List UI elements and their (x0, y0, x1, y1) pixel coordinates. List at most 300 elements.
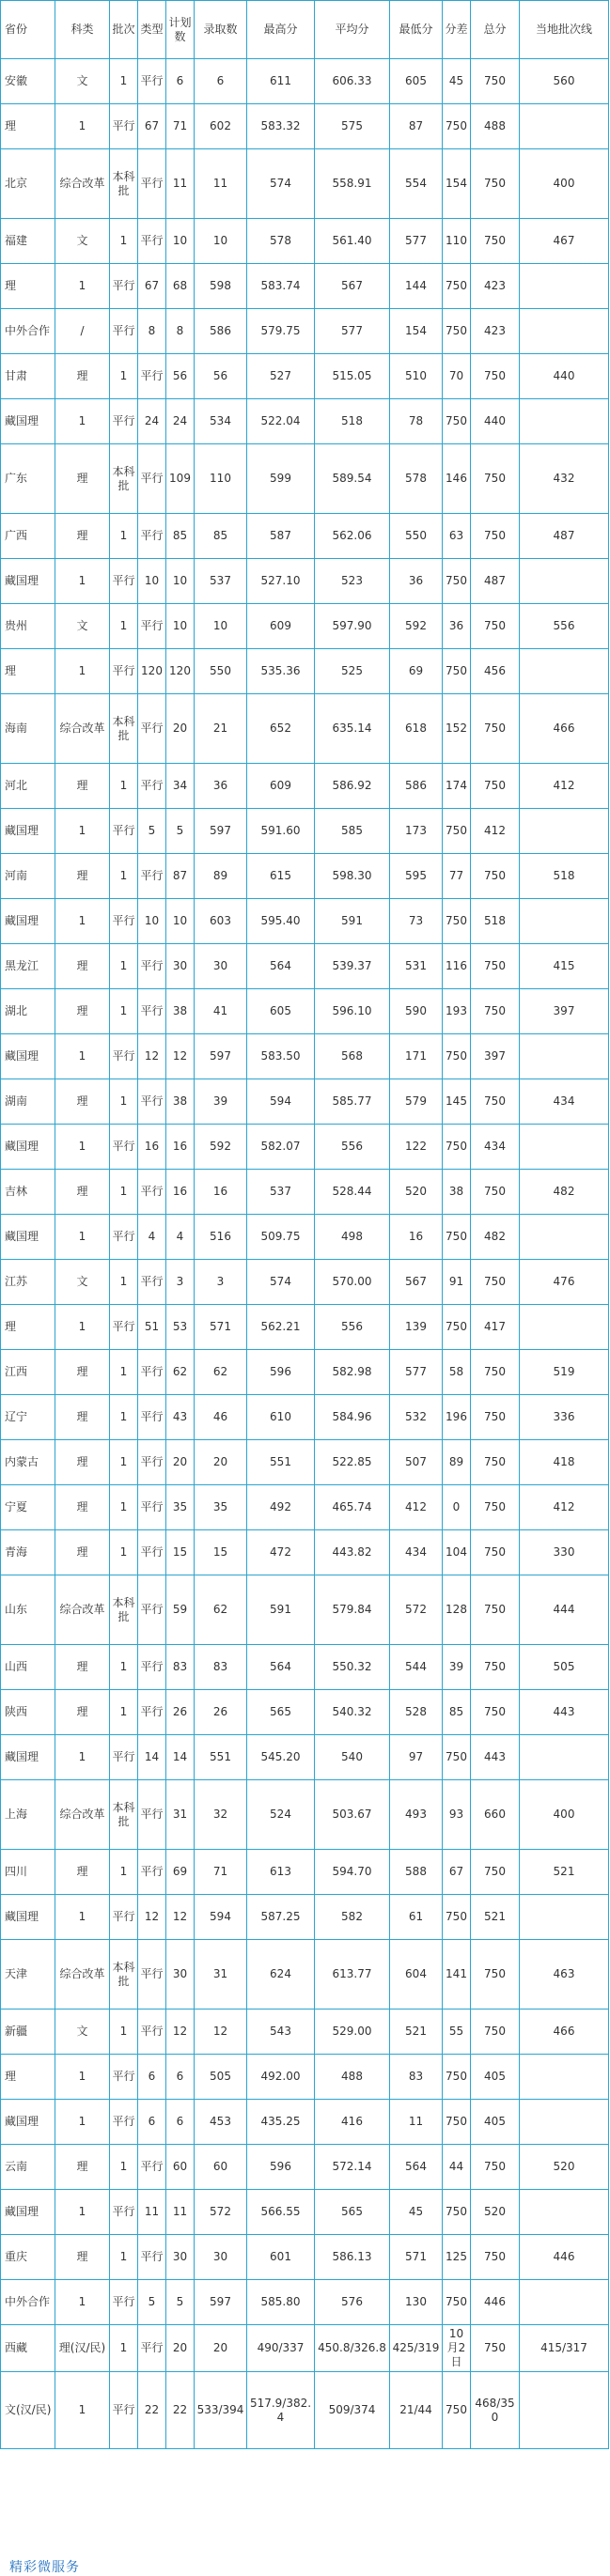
table-cell: 44 (443, 2145, 471, 2190)
table-cell: 平行 (138, 1645, 166, 1690)
table-cell: 750 (443, 559, 471, 604)
table-cell (520, 1735, 609, 1780)
table-cell: 1 (110, 219, 138, 264)
table-cell: 1 (110, 59, 138, 104)
table-cell: 750 (443, 1215, 471, 1260)
table-cell: 山西 (1, 1645, 55, 1690)
table-cell (520, 2190, 609, 2235)
table-cell: 39 (443, 1645, 471, 1690)
table-cell: 黑龙江 (1, 944, 55, 989)
table-cell: 604 (390, 1940, 443, 2010)
table-cell: 146 (443, 444, 471, 514)
table-cell: 482 (520, 1170, 609, 1215)
table-cell: 73 (390, 899, 443, 944)
table-row (1, 694, 609, 764)
table-cell: 理 (55, 1395, 110, 1440)
table-cell: 750 (443, 2055, 471, 2100)
table-cell: 515.05 (315, 354, 390, 399)
table-cell: 336 (520, 1395, 609, 1440)
table-cell: 83 (390, 2055, 443, 2100)
table-row (1, 649, 609, 694)
table-cell: 750 (443, 899, 471, 944)
table-cell: 1 (55, 649, 110, 694)
table-cell: 566.55 (247, 2190, 315, 2235)
table-cell: 16 (390, 1215, 443, 1260)
table-cell: 20 (166, 694, 195, 764)
table-row (1, 399, 609, 444)
table-cell: 450.8/326.8 (315, 2325, 390, 2372)
table-row (1, 2010, 609, 2055)
table-cell: 125 (443, 2235, 471, 2280)
table-cell: 1 (110, 514, 138, 559)
table-cell: 21/44 (390, 2372, 443, 2449)
table-cell: 0 (443, 1485, 471, 1530)
table-cell: 平行 (138, 1485, 166, 1530)
table-row (1, 1260, 609, 1305)
table-cell: 466 (520, 2010, 609, 2055)
table-cell: 405 (471, 2100, 520, 2145)
table-cell: 30 (166, 1940, 195, 2010)
table-cell: 463 (520, 1940, 609, 2010)
table-cell: 589.54 (315, 444, 390, 514)
table-cell: 750 (471, 1079, 520, 1125)
table-cell: 67 (138, 104, 166, 149)
table-cell (520, 559, 609, 604)
table-cell: 128 (443, 1575, 471, 1645)
table-cell: 571 (390, 2235, 443, 2280)
table-cell: 533/394 (195, 2372, 247, 2449)
table-cell: 609 (247, 604, 315, 649)
table-cell: 1 (55, 2372, 110, 2449)
table-cell: 456 (471, 649, 520, 694)
table-cell (520, 264, 609, 309)
table-cell: 20 (195, 1440, 247, 1485)
table-cell: 591 (247, 1575, 315, 1645)
table-cell: 412 (390, 1485, 443, 1530)
table-cell: 理 (55, 1690, 110, 1735)
table-cell: 文 (55, 219, 110, 264)
table-cell: 423 (471, 264, 520, 309)
table-cell: 1 (110, 2145, 138, 2190)
table-cell: 文 (55, 59, 110, 104)
table-cell: 585.80 (247, 2280, 315, 2325)
table-row (1, 989, 609, 1034)
table-cell: 56 (195, 354, 247, 399)
table-cell: 1 (110, 944, 138, 989)
table-cell: 575 (315, 104, 390, 149)
table-cell: 750 (443, 2372, 471, 2449)
table-cell: 93 (443, 1780, 471, 1850)
table-cell: 574 (247, 1260, 315, 1305)
table-cell: 572 (390, 1575, 443, 1645)
table-cell: 藏国理 (1, 1735, 55, 1780)
table-cell: 文 (55, 604, 110, 649)
table-cell: 45 (390, 2190, 443, 2235)
table-cell: 537 (247, 1170, 315, 1215)
table-cell: 565 (247, 1690, 315, 1735)
table-cell: 平行 (110, 264, 138, 309)
table-cell: 550.32 (315, 1645, 390, 1690)
table-cell: 综合改革 (55, 1940, 110, 2010)
table-cell: 591.60 (247, 809, 315, 854)
table-cell: 1 (110, 2010, 138, 2055)
table-cell: 1 (110, 1350, 138, 1395)
table-row (1, 1780, 609, 1850)
table-cell: 39 (195, 1079, 247, 1125)
table-cell: 藏国理 (1, 1895, 55, 1940)
table-cell: 藏国理 (1, 899, 55, 944)
table-cell: 154 (443, 149, 471, 219)
table-cell: 湖北 (1, 989, 55, 1034)
table-cell: 本科批 (110, 1940, 138, 2010)
table-row (1, 1350, 609, 1395)
table-cell: 12 (138, 1034, 166, 1079)
table-cell: 750 (471, 219, 520, 264)
table-cell: 597 (195, 1034, 247, 1079)
table-cell: 平行 (110, 2280, 138, 2325)
table-cell: 543 (247, 2010, 315, 2055)
table-cell: 171 (390, 1034, 443, 1079)
table-cell: 中外合作 (1, 2280, 55, 2325)
table-cell: 理 (55, 1079, 110, 1125)
table-row (1, 944, 609, 989)
table-cell: 562.06 (315, 514, 390, 559)
table-cell: 598 (195, 264, 247, 309)
table-cell: 528 (390, 1690, 443, 1735)
table-cell: 62 (195, 1350, 247, 1395)
table-cell: 588 (390, 1850, 443, 1895)
table-cell: 520 (390, 1170, 443, 1215)
table-cell: 30 (195, 2235, 247, 2280)
table-cell: 1 (55, 1735, 110, 1780)
table-cell: 平行 (110, 2372, 138, 2449)
table-cell: 585 (315, 809, 390, 854)
table-cell: 750 (471, 944, 520, 989)
table-row (1, 854, 609, 899)
table-cell: 平行 (138, 59, 166, 104)
table-cell: 上海 (1, 1780, 55, 1850)
table-row (1, 444, 609, 514)
table-cell: 平行 (138, 694, 166, 764)
table-cell: 750 (471, 764, 520, 809)
table-cell: 562.21 (247, 1305, 315, 1350)
table-cell: 468/350 (471, 2372, 520, 2449)
table-cell: 1 (55, 1215, 110, 1260)
table-cell: 综合改革 (55, 694, 110, 764)
table-cell: 750 (443, 2280, 471, 2325)
table-cell: 平行 (138, 1260, 166, 1305)
table-row (1, 1305, 609, 1350)
table-cell: 宁夏 (1, 1485, 55, 1530)
table-cell: 31 (166, 1780, 195, 1850)
table-cell: 595 (390, 854, 443, 899)
table-cell: 120 (138, 649, 166, 694)
table-cell: 平行 (138, 1440, 166, 1485)
table-cell: 16 (195, 1170, 247, 1215)
table-cell: 平行 (138, 944, 166, 989)
table-cell: 91 (443, 1260, 471, 1305)
table-cell: 1 (55, 264, 110, 309)
table-cell: 551 (195, 1735, 247, 1780)
table-cell: 520 (471, 2190, 520, 2235)
table-cell: 750 (443, 264, 471, 309)
table-cell: 492.00 (247, 2055, 315, 2100)
table-cell: 750 (471, 1850, 520, 1895)
table-cell: 平行 (138, 1575, 166, 1645)
table-cell: 平行 (138, 149, 166, 219)
table-cell: 85 (166, 514, 195, 559)
table-cell: 750 (471, 2325, 520, 2372)
table-cell: 20 (195, 2325, 247, 2372)
table-cell: 432 (520, 444, 609, 514)
table-cell: 8 (166, 309, 195, 354)
table-row (1, 559, 609, 604)
table-cell: 理 (55, 1485, 110, 1530)
table-row (1, 1850, 609, 1895)
table-cell (520, 309, 609, 354)
table-cell: 572.14 (315, 2145, 390, 2190)
table-row (1, 1895, 609, 1940)
table-cell: 583.74 (247, 264, 315, 309)
table-cell: 41 (195, 989, 247, 1034)
table-cell: 1 (55, 1895, 110, 1940)
table-row (1, 309, 609, 354)
table-cell: 文 (55, 2010, 110, 2055)
table-cell: 466 (520, 694, 609, 764)
table-cell: 34 (166, 764, 195, 809)
table-cell: 32 (195, 1780, 247, 1850)
table-cell: 湖南 (1, 1079, 55, 1125)
table-cell: 519 (520, 1350, 609, 1395)
table-cell: 594.70 (315, 1850, 390, 1895)
table-cell: 597 (195, 809, 247, 854)
table-cell: 理 (55, 354, 110, 399)
table-cell: 14 (138, 1735, 166, 1780)
table-cell: 572 (195, 2190, 247, 2235)
table-cell: 51 (138, 1305, 166, 1350)
table-cell: 750 (471, 1440, 520, 1485)
table-cell: 440 (471, 399, 520, 444)
table-cell (520, 1895, 609, 1940)
table-cell: 甘肃 (1, 354, 55, 399)
table-cell: 平行 (138, 989, 166, 1034)
table-cell: 488 (471, 104, 520, 149)
table-cell: 400 (520, 1780, 609, 1850)
table-cell: 10 (166, 899, 195, 944)
table-cell: 472 (247, 1530, 315, 1575)
table-cell: 97 (390, 1735, 443, 1780)
table-cell: 539.37 (315, 944, 390, 989)
table-cell: 理 (1, 2055, 55, 2100)
table-cell (520, 104, 609, 149)
table-row (1, 149, 609, 219)
table-cell: 平行 (138, 514, 166, 559)
table-cell: 521 (471, 1895, 520, 1940)
table-cell: 4 (138, 1215, 166, 1260)
table-cell: 141 (443, 1940, 471, 2010)
table-cell: 750 (443, 1895, 471, 1940)
table-cell: 理(汉/民) (55, 2325, 110, 2372)
table-cell: 12 (166, 1034, 195, 1079)
table-cell: 福建 (1, 219, 55, 264)
micro-service-link[interactable]: 精彩微服务 (9, 2560, 80, 2575)
table-cell: 3 (195, 1260, 247, 1305)
table-cell: 10月2日 (443, 2325, 471, 2372)
table-cell: 85 (195, 514, 247, 559)
table-row (1, 2100, 609, 2145)
table-cell: 山东 (1, 1575, 55, 1645)
table-cell: 1 (110, 2325, 138, 2372)
column-header: 省份 (1, 1, 55, 59)
table-cell: 35 (195, 1485, 247, 1530)
table-cell: 1 (55, 2100, 110, 2145)
table-cell: 35 (166, 1485, 195, 1530)
table-cell: 400 (520, 149, 609, 219)
column-header: 总分 (471, 1, 520, 59)
table-cell: 416 (315, 2100, 390, 2145)
table-cell: 21 (195, 694, 247, 764)
table-cell: 1 (55, 104, 110, 149)
table-cell: 750 (471, 514, 520, 559)
table-cell: 5 (166, 2280, 195, 2325)
table-cell: 1 (110, 2235, 138, 2280)
table-cell: 43 (166, 1395, 195, 1440)
table-cell: 本科批 (110, 694, 138, 764)
table-cell: 554 (390, 149, 443, 219)
table-cell: 579.75 (247, 309, 315, 354)
table-cell: 412 (520, 764, 609, 809)
table-cell: 本科批 (110, 149, 138, 219)
table-cell: 453 (195, 2100, 247, 2145)
table-cell: 1 (55, 2280, 110, 2325)
table-cell: 492 (247, 1485, 315, 1530)
table-row (1, 2145, 609, 2190)
table-cell: 藏国理 (1, 1125, 55, 1170)
table-cell: 556 (315, 1125, 390, 1170)
table-cell: 平行 (110, 2190, 138, 2235)
table-row (1, 2372, 609, 2449)
table-cell: 518 (471, 899, 520, 944)
table-cell: 36 (390, 559, 443, 604)
table-cell: 750 (471, 1350, 520, 1395)
table-cell (520, 1215, 609, 1260)
table-cell: 522.85 (315, 1440, 390, 1485)
table-cell: 577 (390, 1350, 443, 1395)
table-cell: 613 (247, 1850, 315, 1895)
table-cell: 平行 (138, 2235, 166, 2280)
table-cell: 平行 (110, 104, 138, 149)
table-cell: 487 (471, 559, 520, 604)
table-cell: 576 (315, 2280, 390, 2325)
table-cell (520, 2055, 609, 2100)
table-cell: 理 (55, 2145, 110, 2190)
table-cell: 587 (247, 514, 315, 559)
table-cell: 110 (195, 444, 247, 514)
table-cell: 6 (138, 2055, 166, 2100)
table-cell: 理 (55, 1440, 110, 1485)
table-cell: 596.10 (315, 989, 390, 1034)
table-cell: 理 (55, 1350, 110, 1395)
table-cell: 理 (55, 1170, 110, 1215)
table-cell: 586.92 (315, 764, 390, 809)
table-cell: 平行 (138, 1780, 166, 1850)
table-cell: 藏国理 (1, 399, 55, 444)
table-cell: 550 (390, 514, 443, 559)
table-cell: 574 (247, 149, 315, 219)
table-cell (520, 2100, 609, 2145)
table-cell: 544 (390, 1645, 443, 1690)
table-cell: 591 (315, 899, 390, 944)
table-cell: 本科批 (110, 444, 138, 514)
table-cell: 藏国理 (1, 559, 55, 604)
table-cell: 16 (166, 1170, 195, 1215)
table-cell: 20 (166, 1440, 195, 1485)
table-cell: 89 (443, 1440, 471, 1485)
table-cell: 397 (520, 989, 609, 1034)
table-cell: 26 (195, 1690, 247, 1735)
table-row (1, 2235, 609, 2280)
table-cell: 660 (471, 1780, 520, 1850)
table-cell: 83 (195, 1645, 247, 1690)
table-cell: 22 (138, 2372, 166, 2449)
table-cell: 8 (138, 309, 166, 354)
table-cell: 1 (110, 1645, 138, 1690)
table-cell: 412 (520, 1485, 609, 1530)
table-cell: 586.13 (315, 2235, 390, 2280)
table-cell: 560 (520, 59, 609, 104)
table-cell: 611 (247, 59, 315, 104)
table-cell: 525 (315, 649, 390, 694)
table-cell: 61 (390, 1895, 443, 1940)
table-cell: 521 (390, 2010, 443, 2055)
table-cell: 58 (443, 1350, 471, 1395)
table-cell: 11 (166, 149, 195, 219)
table-cell: 31 (195, 1940, 247, 2010)
table-cell: 11 (166, 2190, 195, 2235)
table-cell: 750 (471, 149, 520, 219)
table-cell: 510 (390, 354, 443, 399)
table-cell: 750 (443, 1305, 471, 1350)
table-cell: 578 (390, 444, 443, 514)
table-cell: 154 (390, 309, 443, 354)
table-cell: 446 (520, 2235, 609, 2280)
table-cell: 理 (55, 989, 110, 1034)
table-cell: 597.90 (315, 604, 390, 649)
table-cell: 68 (166, 264, 195, 309)
table-cell: 四川 (1, 1850, 55, 1895)
table-cell: 551 (247, 1440, 315, 1485)
table-cell: 平行 (110, 559, 138, 604)
table-cell: 1 (55, 1305, 110, 1350)
table-cell: 571 (195, 1305, 247, 1350)
table-cell: 193 (443, 989, 471, 1034)
table-cell: 平行 (110, 649, 138, 694)
table-cell: 750 (443, 309, 471, 354)
table-cell: 592 (195, 1125, 247, 1170)
table-cell: 11 (138, 2190, 166, 2235)
table-cell: 602 (195, 104, 247, 149)
table-cell: 11 (195, 149, 247, 219)
table-cell: 1 (55, 2190, 110, 2235)
table-cell: 490/337 (247, 2325, 315, 2372)
table-cell: 10 (138, 559, 166, 604)
table-cell: 60 (166, 2145, 195, 2190)
table-cell: 6 (166, 59, 195, 104)
table-cell: 750 (471, 444, 520, 514)
table-cell: 425/319 (390, 2325, 443, 2372)
table-cell: 平行 (110, 309, 138, 354)
table-row (1, 1575, 609, 1645)
